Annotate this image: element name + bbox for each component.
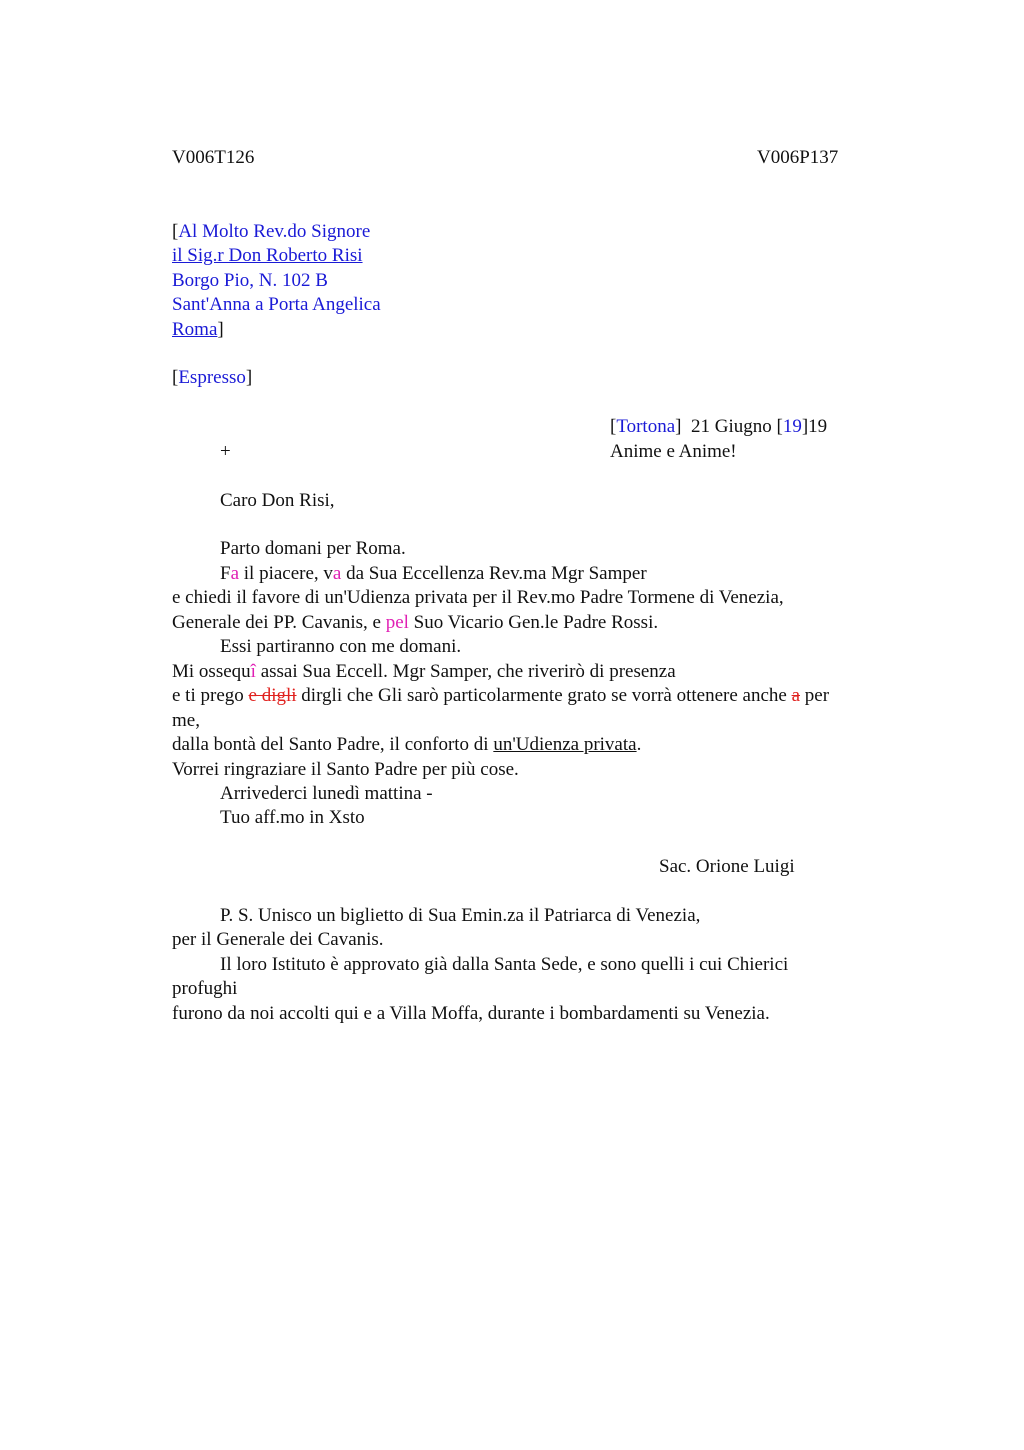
correction-mark: î [250,661,256,682]
correction-mark: a [332,563,342,584]
correction-mark: pel [385,612,409,633]
signature: Sac. Orione Luigi [659,856,795,877]
address-text-1: Al Molto Rev.do Signore [178,221,371,242]
postscript-line-2: per il Generale dei Cavanis. [172,929,384,950]
postscript-line-4: profughi [172,978,238,999]
text-run: Generale dei PP. Cavanis, e [172,612,386,633]
text-run: e ti prego [172,685,249,706]
address-line-1: [Al Molto Rev.do Signore [172,221,371,242]
motto: Anime e Anime! [610,441,737,462]
letter-line-10: Vorrei ringraziare il Santo Padre per più cose. [172,759,519,780]
dateline-place: Tortona [616,416,676,437]
address-line-2: il Sig.r Don Roberto Risi [172,245,363,266]
text-run: il piacere, v [239,563,333,584]
text-run: . [636,734,642,755]
cross-symbol: + [220,441,231,462]
deletion-mark: e digli [248,685,297,706]
letter-line-2 [220,562,647,586]
document-code-left: V006T126 [172,147,255,168]
letter-line-5: Essi partiranno con me domani. [220,636,462,657]
address-line-3: Borgo Pio, N. 102 B [172,270,328,291]
dateline-year-inserted: 19 [782,416,802,437]
letter-line-8: me, [172,710,200,731]
document-code-right: V006P137 [757,147,839,168]
salutation: Caro Don Risi, [220,490,335,511]
text-run: dirgli che Gli sarò particolarmente grato se vorrà ottenere anche [296,685,792,706]
text-run: da Sua Eccellenza Rev.ma Mgr Samper [341,563,647,584]
dateline-date: 21 Giugno [690,416,772,437]
letter-line-6 [172,660,676,684]
delivery-text: Espresso [178,367,246,388]
correction-mark: a [230,563,240,584]
postscript-line-1: P. S. Unisco un biglietto di Sua Emin.za il Patriarca di Venezia, [220,905,701,926]
letter-line-7 [172,684,829,708]
address-line-4: Sant'Anna a Porta Angelica [172,294,381,315]
text-run: F [220,563,231,584]
text-run: assai Sua Eccell. Mgr Samper, che riverirò di presenza [255,661,676,682]
letter-line-4 [172,611,658,635]
deletion-mark: a [791,685,801,706]
text-run: per [800,685,830,706]
postscript-line-3: Il loro Istituto è approvato già dalla Santa Sede, e sono quelli i cui Chierici [220,954,789,975]
dateline-year-end: 19 [808,416,828,437]
text-run: Suo Vicario Gen.le Padre Rossi. [408,612,659,633]
letter-line-9 [172,733,641,757]
delivery-note: [Espresso] [172,367,253,388]
letter-line-1: Parto domani per Roma. [220,538,406,559]
dateline: [Tortona] 21 Giugno [19]19 [610,416,828,437]
underlined-phrase: un'Udienza privata [493,734,637,755]
letter-line-3: e chiedi il favore di un'Udienza privata per il Rev.mo Padre Tormene di Venezia, [172,587,784,608]
text-run: Mi ossequ [172,661,251,682]
postscript-line-5: furono da noi accolti qui e a Villa Moffa, durante i bombardamenti su Venezia. [172,1003,770,1024]
text-run: dalla bontà del Santo Padre, il conforto di [172,734,494,755]
address-line-5: Roma] [172,319,224,340]
address-city: Roma [172,319,218,340]
letter-line-11: Arrivederci lunedì mattina - [220,783,433,804]
letter-line-12: Tuo aff.mo in Xsto [220,807,365,828]
